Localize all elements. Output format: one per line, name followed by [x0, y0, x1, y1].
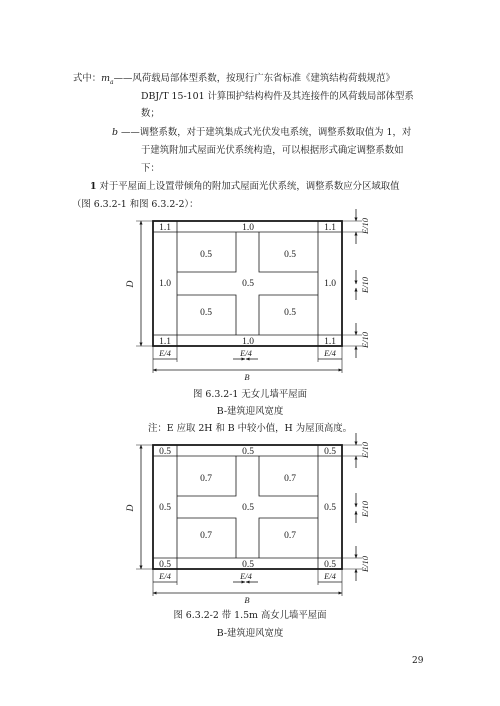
fig1-label-depth: D — [126, 280, 136, 288]
fig1-coef-inner-br: 0.5 — [284, 308, 296, 318]
fig2-coef-mid-left: 0.5 — [159, 503, 171, 513]
definition-text-1: 风荷载局部体型系数，按现行广东省标准《建筑结构荷载规范》 — [132, 73, 395, 84]
fig1-coef-inner-bl: 0.5 — [200, 308, 212, 318]
fig1-label-edge-v-top: E/10 — [360, 217, 370, 235]
fig1-label-edge-h-left: E/4 — [159, 348, 171, 358]
definition-line-3: 数； — [141, 108, 160, 119]
clause-number: 1 — [90, 181, 97, 192]
fig2-coef-top-right: 0.5 — [324, 447, 336, 457]
symbol-m-subscript: a — [110, 78, 114, 86]
fig2-coef-inner-tl: 0.7 — [200, 474, 212, 484]
fig1-coef-bot-left: 1.1 — [159, 337, 171, 347]
figure-1-caption: 图 6.3.2-1 无女儿墙平屋面 — [193, 389, 307, 400]
fig1-label-width: B — [244, 372, 250, 382]
fig2-coef-top-left: 0.5 — [159, 447, 171, 457]
fig2-label-edge-h-left: E/4 — [159, 571, 171, 581]
fig2-label-edge-v-mid: E/10 — [360, 500, 370, 518]
fig2-label-edge-v-bot: E/10 — [360, 555, 370, 573]
fig2-coef-mid-right: 0.5 — [324, 503, 336, 513]
clause-line-2: （图 6.3.2-1 和图 6.3.2-2）： — [72, 199, 199, 210]
symbol-b: b — [112, 127, 119, 138]
fig1-label-edge-h-right: E/4 — [324, 348, 336, 358]
fig2-coef-bot-mid: 0.5 — [242, 560, 254, 570]
clause-text-1: 对于平屋面上设置带倾角的附加式屋面光伏系统，调整系数应分区域取值 — [99, 181, 400, 192]
fig2-coef-bot-left: 0.5 — [159, 560, 171, 570]
fig2-label-edge-h-mid: E/4 — [240, 571, 252, 581]
fig2-label-edge-v-top: E/10 — [360, 441, 370, 459]
fig2-coef-bot-right: 0.5 — [324, 560, 336, 570]
fig2-coef-center: 0.5 — [242, 503, 254, 513]
fig1-coef-top-mid: 1.0 — [242, 223, 254, 233]
figure-1-note: 注：E 应取 2H 和 B 中较小值，H 为屋顶高度。 — [148, 423, 352, 434]
definition-line-2: DBJ/T 15-101 计算围护结构构件及其连接件的风荷载局部体型系 — [141, 91, 414, 102]
definition-text-4: 调整系数，对于建筑集成式光伏发电系统，调整系数取值为 1，对 — [139, 127, 412, 138]
figure-1-subcaption: B-建筑迎风宽度 — [216, 406, 284, 417]
figure-2-subcaption: B-建筑迎风宽度 — [216, 628, 284, 639]
fig1-label-edge-v-bot: E/10 — [360, 331, 370, 349]
fig1-coef-top-left: 1.1 — [159, 223, 171, 233]
definition-prefix: 式中： — [73, 73, 102, 84]
symbol-m: m — [101, 73, 111, 84]
definition-dash: —— — [113, 73, 133, 84]
definition-line-6: 下： — [141, 163, 160, 174]
fig1-coef-inner-tr: 0.5 — [284, 250, 296, 260]
fig1-coef-bot-right: 1.1 — [324, 337, 336, 347]
fig2-coef-inner-tr: 0.7 — [284, 474, 296, 484]
fig2-coef-inner-br: 0.7 — [284, 531, 296, 541]
fig1-label-edge-v-mid: E/10 — [360, 276, 370, 294]
fig1-coef-center: 0.5 — [242, 279, 254, 289]
definition-dash-b: —— — [118, 127, 140, 138]
fig1-coef-bot-mid: 1.0 — [242, 337, 254, 347]
fig2-coef-inner-bl: 0.7 — [200, 531, 212, 541]
fig2-label-depth: D — [126, 504, 136, 512]
fig1-coef-top-right: 1.1 — [324, 223, 336, 233]
fig1-label-edge-h-mid: E/4 — [240, 348, 252, 358]
fig2-label-edge-h-right: E/4 — [324, 571, 336, 581]
fig2-coef-top-mid: 0.5 — [242, 447, 254, 457]
figure-2-caption: 图 6.3.2-2 带 1.5m 高女儿墙平屋面 — [173, 610, 327, 621]
fig1-coef-inner-tl: 0.5 — [200, 250, 212, 260]
fig1-coef-mid-right: 1.0 — [324, 279, 336, 289]
fig1-coef-mid-left: 1.0 — [159, 279, 171, 289]
page-number: 29 — [412, 656, 424, 666]
fig2-label-width: B — [244, 595, 250, 605]
definition-line-5: 于建筑附加式屋面光伏系统构造，可以根据形式确定调整系数如 — [141, 145, 404, 156]
